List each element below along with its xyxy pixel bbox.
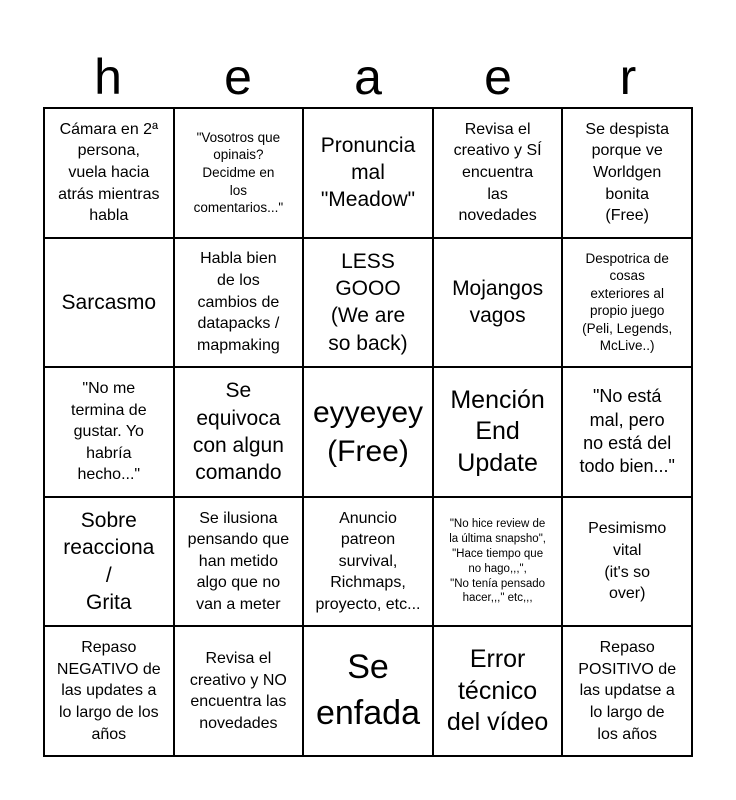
bingo-cell[interactable]: Se ilusiona pensando que han metido algo que no van a meter	[174, 497, 304, 627]
header-letter: r	[619, 49, 637, 105]
bingo-cell[interactable]: Se enfada	[303, 626, 433, 756]
bingo-cell[interactable]: Pesimismo vital (it's so over)	[562, 497, 692, 627]
bingo-cell[interactable]: Repaso NEGATIVO de las updates a lo largo de los años	[44, 626, 174, 756]
bingo-grid	[43, 107, 693, 757]
header-letter: e	[224, 49, 252, 105]
bingo-cell[interactable]: Se despista porque ve Worldgen bonita (Free)	[562, 108, 692, 238]
bingo-cell[interactable]: Se equivoca con algun comando	[174, 367, 304, 497]
bingo-cell[interactable]: Sobre reacciona / Grita	[44, 497, 174, 627]
bingo-cell[interactable]: Error técnico del vídeo	[433, 626, 563, 756]
header-letter: a	[354, 49, 382, 105]
bingo-cell[interactable]: Pronuncia mal "Meadow"	[303, 108, 433, 238]
bingo-cell[interactable]: Repaso POSITIVO de las updatse a lo largo de los años	[562, 626, 692, 756]
bingo-cell[interactable]: Revisa el creativo y SÍ encuentra las novedades	[433, 108, 563, 238]
bingo-cell[interactable]: Mención End Update	[433, 367, 563, 497]
bingo-cell[interactable]: "No está mal, pero no está del todo bien..."	[562, 367, 692, 497]
bingo-cell[interactable]: "No hice review de la última snapsho", "Hace tiempo que no hago,,,", "No tenía pensado hacer,,," etc,,,	[433, 497, 563, 627]
bingo-cell[interactable]: Mojangos vagos	[433, 238, 563, 368]
bingo-cell[interactable]: Cámara en 2ª persona, vuela hacia atrás mientras habla	[44, 108, 174, 238]
bingo-cell[interactable]: "No me termina de gustar. Yo habría hecho..."	[44, 367, 174, 497]
header-letter: e	[484, 49, 512, 105]
header-letter: h	[94, 49, 122, 105]
bingo-cell[interactable]: Despotrica de cosas exteriores al propio juego (Peli, Legends, McLive..)	[562, 238, 692, 368]
bingo-cell[interactable]: Habla bien de los cambios de datapacks / mapmaking	[174, 238, 304, 368]
bingo-header	[43, 47, 693, 107]
bingo-cell[interactable]: Revisa el creativo y NO encuentra las novedades	[174, 626, 304, 756]
bingo-cell[interactable]: Anuncio patreon survival, Richmaps, proyecto, etc...	[303, 497, 433, 627]
bingo-cell[interactable]: eyyeyey (Free)	[303, 367, 433, 497]
bingo-cell[interactable]: Sarcasmo	[44, 238, 174, 368]
bingo-cell[interactable]: LESS GOOO (We are so back)	[303, 238, 433, 368]
bingo-cell[interactable]: "Vosotros que opinais? Decidme en los comentarios..."	[174, 108, 304, 238]
